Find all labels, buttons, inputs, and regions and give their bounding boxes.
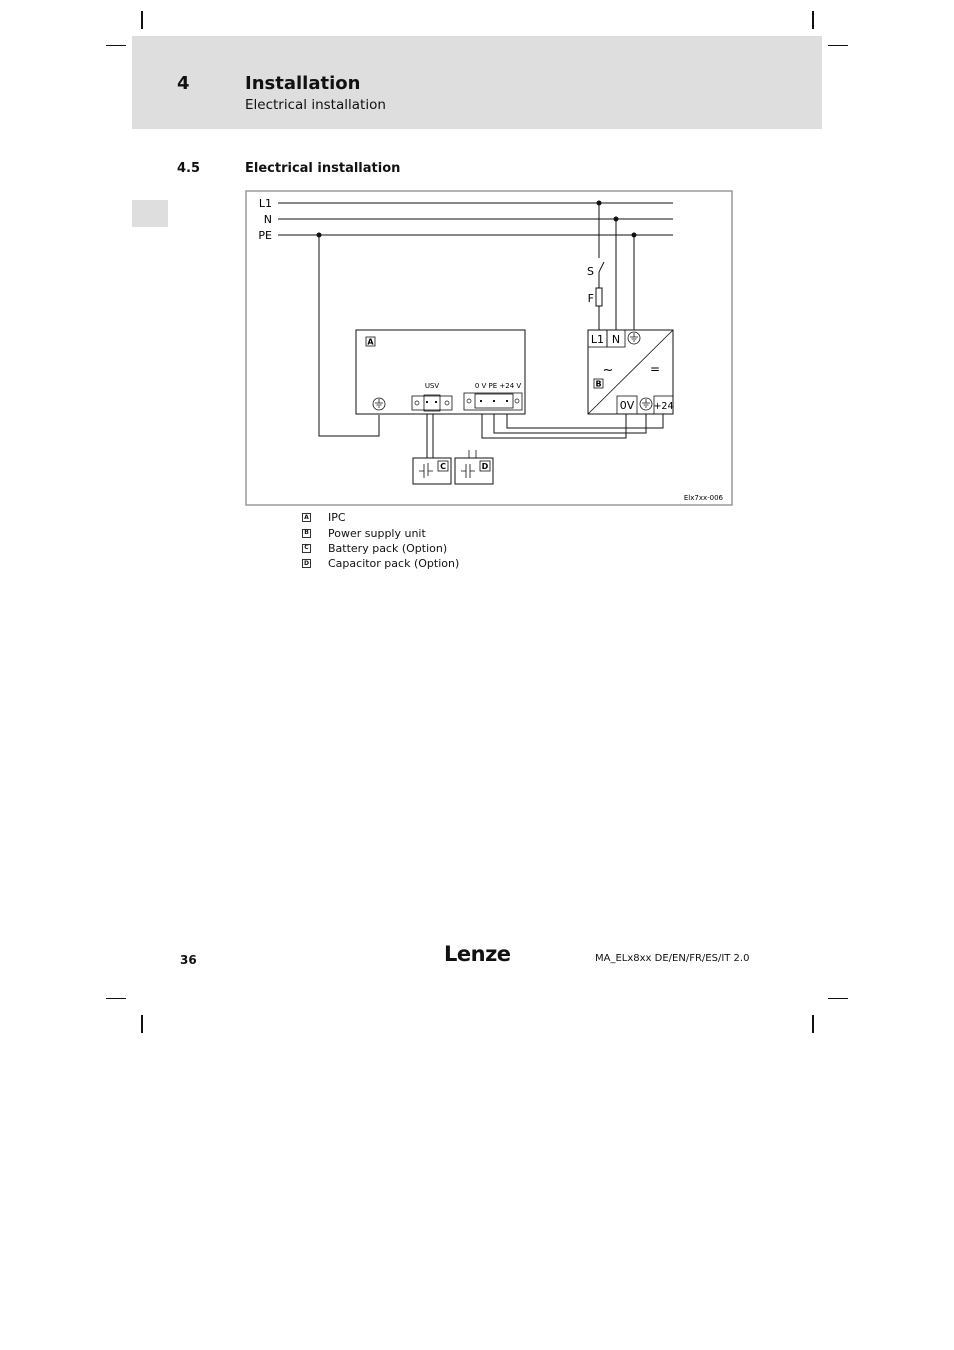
legend-text: IPC: [328, 511, 346, 525]
fuse: [596, 288, 602, 306]
psu-marker: B: [595, 379, 602, 389]
legend-key: C: [302, 544, 311, 553]
battery-marker: C: [440, 462, 446, 471]
page-number: 36: [180, 953, 197, 967]
legend-text: Power supply unit: [328, 526, 426, 540]
diagram-legend: [302, 510, 459, 572]
legend-item: [302, 510, 459, 525]
legend-text: Battery pack (Option): [328, 541, 448, 555]
fuse-label: F: [587, 292, 594, 305]
legend-item: [302, 556, 459, 571]
chapter-title: Installation: [245, 73, 361, 94]
switch-label: S: [587, 265, 594, 278]
psu-0v-label: 0V: [619, 399, 635, 412]
psu-l1-label: L1: [590, 333, 605, 346]
battery-pack: [413, 458, 451, 484]
chapter-subtitle: Electrical installation: [245, 97, 386, 113]
crop-mark: [106, 998, 126, 999]
psu-plus24-label: +24: [653, 401, 674, 412]
psu-n-label: N: [611, 333, 621, 346]
legend-text: Capacitor pack (Option): [328, 557, 460, 571]
ac-symbol: ~: [602, 363, 614, 378]
ipc-marker: A: [367, 337, 374, 347]
lenze-logo: Lenze: [444, 942, 511, 966]
legend-key: A: [302, 513, 311, 522]
legend-key: D: [302, 559, 311, 568]
legend-item: [302, 525, 459, 540]
crop-mark: [141, 1015, 143, 1033]
legend-item: [302, 541, 459, 556]
line-label-pe: PE: [258, 229, 272, 242]
crop-mark: [828, 45, 848, 46]
crop-mark: [812, 1015, 814, 1033]
wiring-diagram: [245, 190, 733, 506]
capacitor-marker: D: [481, 462, 489, 471]
crop-mark: [141, 11, 143, 29]
dc-symbol: =: [649, 362, 661, 376]
ipc-box: [356, 330, 525, 414]
line-label-n: N: [263, 213, 272, 226]
side-tab: [132, 200, 168, 227]
power-connector-label: 0 V PE +24 V: [474, 382, 522, 390]
line-label-l1: L1: [258, 197, 272, 210]
capacitor-pack: [455, 450, 493, 484]
chapter-header: [132, 36, 822, 129]
section-number: 4.5: [177, 161, 201, 176]
psu-box: [588, 330, 674, 414]
chapter-number: 4: [177, 73, 190, 94]
legend-key: B: [302, 529, 311, 538]
usv-connector: [412, 396, 452, 410]
crop-mark: [812, 11, 814, 29]
usv-label: USV: [424, 382, 440, 390]
crop-mark: [106, 45, 126, 46]
figure-id: Elx7xx-006: [683, 494, 723, 502]
document-reference: MA_ELx8xx DE/EN/FR/ES/IT 2.0: [595, 953, 750, 964]
section-title: Electrical installation: [245, 161, 401, 176]
crop-mark: [828, 998, 848, 999]
